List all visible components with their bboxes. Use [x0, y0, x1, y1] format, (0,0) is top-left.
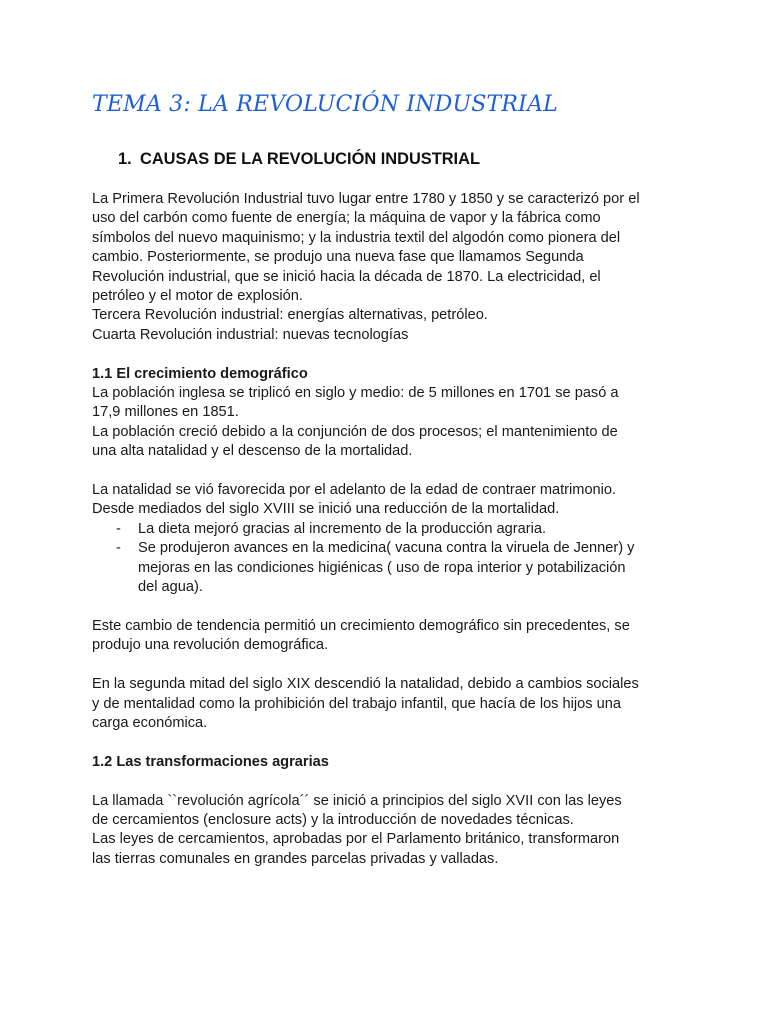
- subsection-heading-demographic: 1.1 El crecimiento demográfico: [92, 365, 308, 382]
- text-line: uso del carbón como fuente de energía; la máquina de vapor y la fábrica como: [92, 210, 601, 227]
- text-line: La población creció debido a la conjunción de dos procesos; el mantenimiento de: [92, 423, 618, 440]
- text-line: produjo una revolución demográfica.: [92, 637, 329, 654]
- text-line: una alta natalidad y el descenso de la mortalidad.: [92, 443, 413, 460]
- paragraph-gap: [92, 733, 682, 752]
- intro-paragraph: [92, 190, 682, 345]
- text-line: La natalidad se vió favorecida por el adelanto de la edad de contraer matrimonio.: [92, 482, 617, 499]
- text-line: carga económica.: [92, 714, 208, 731]
- section-heading-text: CAUSAS DE LA REVOLUCIÓN INDUSTRIAL: [140, 150, 480, 168]
- section-heading: [118, 150, 480, 169]
- demographic-paragraph-2: [92, 481, 682, 520]
- bullet-list: [92, 520, 682, 598]
- agrarian-paragraph-1: [92, 792, 682, 870]
- text-line: cambio. Posteriormente, se produjo una nueva fase que llamamos Segunda: [92, 249, 584, 266]
- paragraph-gap: [92, 345, 682, 364]
- text-line: las tierras comunales en grandes parcelas privadas y valladas.: [92, 850, 499, 867]
- text-line: La población inglesa se triplicó en siglo y medio: de 5 millones en 1701 se pasó a: [92, 385, 619, 402]
- text-line: La llamada ``revolución agrícola´´ se inició a principios del siglo XVII con las leyes: [92, 792, 622, 809]
- paragraph-gap: [92, 656, 682, 675]
- list-item: [116, 520, 682, 539]
- text-line: de cercamientos (enclosure acts) y la introducción de novedades técnicas.: [92, 811, 574, 828]
- text-line: La dieta mejoró gracias al incremento de la producción agraria.: [138, 520, 547, 537]
- demographic-paragraph-3: [92, 617, 682, 656]
- bullet-marker: -: [116, 540, 121, 557]
- list-item: [116, 539, 682, 597]
- text-line: mejoras en las condiciones higiénicas ( uso de ropa interior y potabilización: [138, 559, 626, 576]
- text-line: Este cambio de tendencia permitió un crecimiento demográfico sin precedentes, se: [92, 617, 630, 634]
- text-line: y de mentalidad como la prohibición del trabajo infantil, que hacía de los hijos una: [92, 695, 621, 712]
- text-line: Las leyes de cercamientos, aprobadas por el Parlamento británico, transformaron: [92, 831, 620, 848]
- text-line: En la segunda mitad del siglo XIX descendió la natalidad, debido a cambios sociales: [92, 676, 639, 693]
- text-line: petróleo y el motor de explosión.: [92, 288, 303, 305]
- text-line: Cuarta Revolución industrial: nuevas tecnologías: [92, 326, 409, 343]
- subsection-heading-agrarian: 1.2 Las transformaciones agrarias: [92, 753, 329, 770]
- bullet-marker: -: [116, 520, 121, 537]
- text-line: Desde mediados del siglo XVIII se inició una reducción de la mortalidad.: [92, 501, 560, 518]
- paragraph-gap: [92, 772, 682, 791]
- paragraph-gap: [92, 462, 682, 481]
- text-line: Tercera Revolución industrial: energías alternativas, petróleo.: [92, 307, 488, 324]
- text-line: Revolución industrial, que se inició hacia la década de 1870. La electricidad, el: [92, 268, 601, 285]
- document-body: [92, 190, 682, 869]
- section-number: 1.: [118, 150, 132, 168]
- text-line: Se produjeron avances en la medicina( vacuna contra la viruela de Jenner) y: [138, 540, 635, 557]
- text-line: del agua).: [138, 579, 203, 596]
- text-line: símbolos del nuevo maquinismo; y la industria textil del algodón como pionera del: [92, 229, 621, 246]
- text-line: 17,9 millones en 1851.: [92, 404, 239, 421]
- demographic-paragraph-4: [92, 675, 682, 733]
- demographic-paragraph-1: [92, 384, 682, 462]
- paragraph-gap: [92, 598, 682, 617]
- document-title: TEMA 3: LA REVOLUCIÓN INDUSTRIAL: [92, 92, 558, 117]
- text-line: La Primera Revolución Industrial tuvo lugar entre 1780 y 1850 y se caracterizó por el: [92, 191, 640, 207]
